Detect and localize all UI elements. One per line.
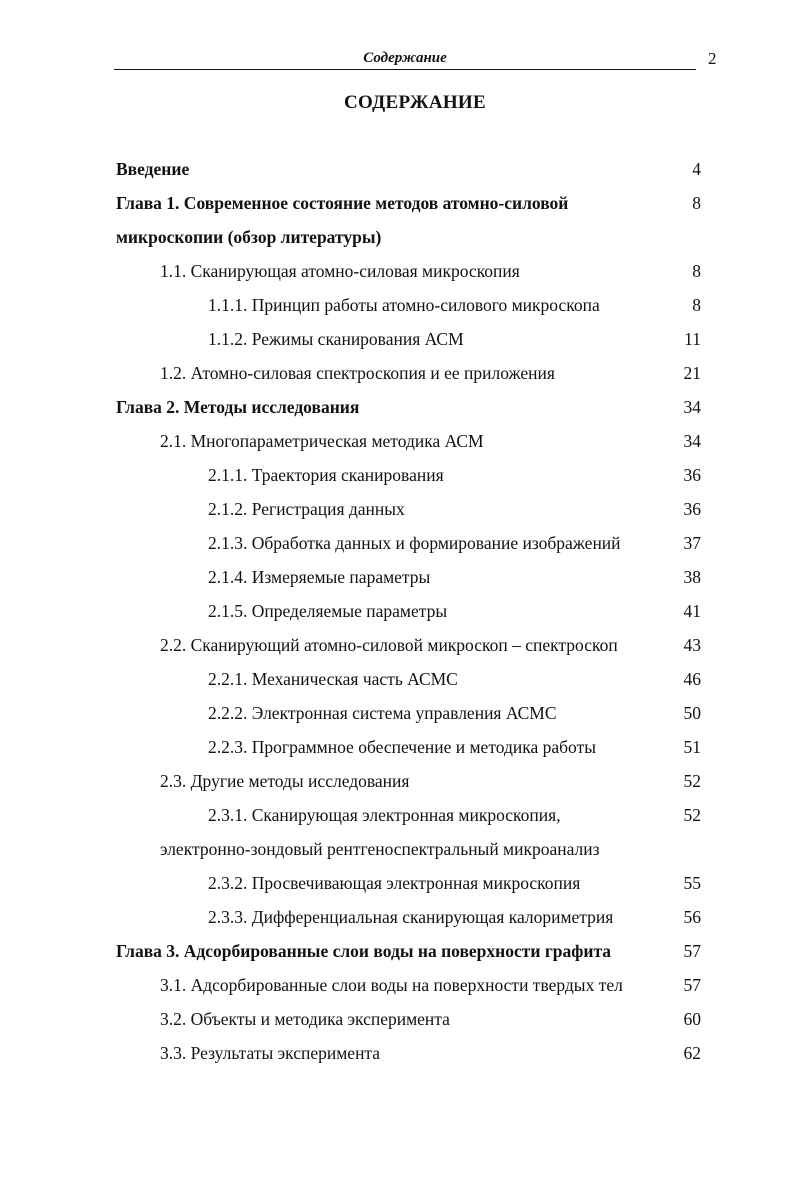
toc-entry-text: 1.1.2. Режимы сканирования АСМ: [208, 329, 464, 349]
toc-entry-page: 43: [683, 635, 701, 655]
toc-entry-page: 37: [683, 533, 701, 553]
toc-entry-text: 2.1.3. Обработка данных и формирование изображений: [208, 533, 621, 553]
toc-entry-text: Глава 3. Адсорбированные слои воды на поверхности графита: [116, 941, 611, 961]
toc-entry-page: 62: [683, 1043, 701, 1063]
toc-entry: [0, 526, 793, 560]
toc-entry-text: электронно-зондовый рентгеноспектральный микроанализ: [160, 839, 600, 859]
toc-entry-page: 52: [683, 771, 701, 791]
toc-entry-text: 3.3. Результаты эксперимента: [160, 1043, 381, 1063]
toc-entry: [0, 390, 793, 424]
toc-entry-page: 34: [683, 431, 701, 451]
toc-entry: [0, 900, 793, 934]
toc-entry-page: 4: [692, 159, 701, 179]
toc-entry-text: 1.1.1. Принцип работы атомно-силового микроскопа: [208, 295, 600, 315]
toc-entry: [0, 152, 793, 186]
toc-entry: [0, 764, 793, 798]
toc-entry-text: 2.3.3. Дифференциальная сканирующая калориметрия: [208, 907, 614, 927]
toc-entry-page: 36: [683, 465, 701, 485]
toc-entry-page: 11: [684, 329, 701, 349]
toc-entry-page: 50: [683, 703, 701, 723]
toc-entry-text: 1.1. Сканирующая атомно-силовая микроскопия: [160, 261, 520, 281]
toc-entry-page: 8: [692, 193, 701, 213]
toc-entry-text: микроскопии (обзор литературы): [116, 227, 382, 247]
toc-entry: [0, 1036, 793, 1070]
toc-entry: [0, 424, 793, 458]
toc-entry-page: 57: [683, 941, 701, 961]
toc-entry-text: Введение: [116, 159, 190, 179]
toc-entry-page: 46: [683, 669, 701, 689]
toc-entry-page: 57: [683, 975, 701, 995]
toc-entry: [0, 934, 793, 968]
toc-entry: [0, 696, 793, 730]
toc-entry-page: 21: [683, 363, 701, 383]
toc-entry-text: 2.3. Другие методы исследования: [160, 771, 410, 791]
toc-entry: [0, 356, 793, 390]
toc-entry-page: 51: [683, 737, 701, 757]
toc-entry-page: 34: [683, 397, 701, 417]
toc-entry-text: 2.2. Сканирующий атомно-силовой микроскоп – спектроскоп: [160, 635, 618, 655]
toc-entry: [0, 968, 793, 1002]
toc-entry: [0, 866, 793, 900]
toc-entry: [0, 288, 793, 322]
toc-entry-page: 55: [683, 873, 701, 893]
toc-entry-text: Глава 2. Методы исследования: [116, 397, 360, 417]
toc-entry: [0, 322, 793, 356]
toc-entry-page: 60: [683, 1009, 701, 1029]
toc-entry: [0, 730, 793, 764]
toc-entry-text: 1.2. Атомно-силовая спектроскопия и ее приложения: [160, 363, 555, 383]
page-title: СОДЕРЖАНИЕ: [344, 92, 486, 113]
toc-entry-page: 41: [683, 601, 701, 621]
running-header-title: Содержание: [363, 50, 447, 66]
toc-entry: [0, 1002, 793, 1036]
toc-entry-text: 2.1.2. Регистрация данных: [208, 499, 405, 519]
toc-entry-text: Глава 1. Современное состояние методов атомно-силовой: [116, 193, 569, 213]
toc-entry-text: 2.2.1. Механическая часть АСМС: [208, 669, 458, 689]
toc-entry-page: 56: [683, 907, 701, 927]
toc-entry-page: 8: [692, 261, 701, 281]
toc-entry-page: 52: [683, 805, 701, 825]
toc-entry-text: 2.1. Многопараметрическая методика АСМ: [160, 431, 484, 451]
toc-entry-text: 3.2. Объекты и методика эксперимента: [160, 1009, 450, 1029]
toc-entry: [0, 254, 793, 288]
toc-entry-text: 2.1.5. Определяемые параметры: [208, 601, 448, 621]
toc-entry-continuation: [0, 220, 793, 254]
toc-entry: [0, 628, 793, 662]
toc-entry-text: 2.2.2. Электронная система управления АСМС: [208, 703, 557, 723]
toc-entry: [0, 798, 793, 832]
toc-entry: [0, 458, 793, 492]
toc-entry-text: 2.3.1. Сканирующая электронная микроскопия,: [208, 805, 561, 825]
toc-entry-text: 2.1.4. Измеряемые параметры: [208, 567, 431, 587]
toc-entry: [0, 492, 793, 526]
toc-entry: [0, 186, 793, 220]
toc-entry: [0, 560, 793, 594]
toc-entry-text: 2.2.3. Программное обеспечение и методика работы: [208, 737, 596, 757]
header-rule: [114, 69, 696, 70]
page-number: 2: [708, 49, 717, 68]
toc-entry: [0, 594, 793, 628]
toc-entry-page: 36: [683, 499, 701, 519]
table-of-contents: [0, 152, 793, 1070]
toc-entry-page: 38: [683, 567, 701, 587]
toc-entry: [0, 662, 793, 696]
toc-entry-page: 8: [692, 295, 701, 315]
toc-entry-text: 3.1. Адсорбированные слои воды на поверхности твердых тел: [160, 975, 623, 995]
toc-entry-text: 2.1.1. Траектория сканирования: [208, 465, 444, 485]
toc-entry-text: 2.3.2. Просвечивающая электронная микроскопия: [208, 873, 581, 893]
toc-entry-continuation: [0, 832, 793, 866]
